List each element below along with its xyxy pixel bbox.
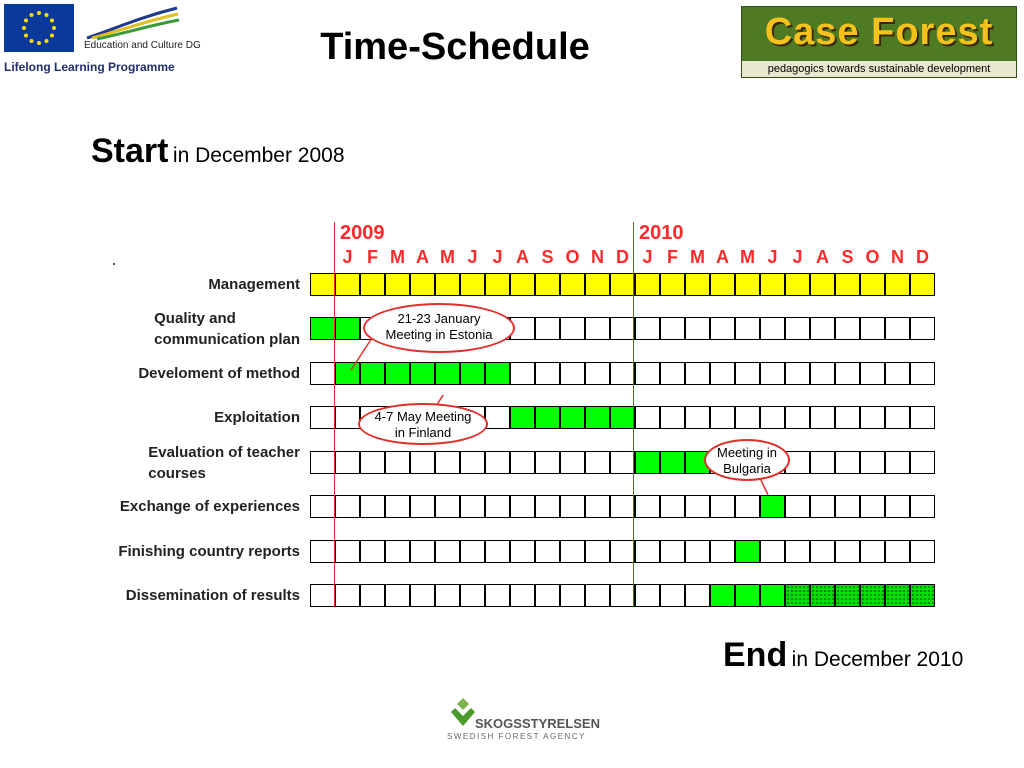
note-estonia [363,311,515,343]
note-finland-line1: 4-7 May Meeting [374,409,472,424]
month-label: M [740,247,755,267]
year-label-2009: 2009 [340,222,385,244]
month-label: J [767,247,778,267]
month-label: J [467,247,478,267]
note-bulgaria-line1: Meeting in [717,445,777,460]
row-label-line: Exchange of experiences [119,498,300,515]
start-text: in December 2008 [172,144,345,167]
case-forest-logo-name: Case Forest [764,11,994,53]
month-label: J [342,247,353,267]
month-label: M [390,247,405,267]
row-label-line: Quality and [154,309,236,327]
row-label-line: courses [148,464,206,482]
swedish-forest-agency-text: SWEDISH FOREST AGENCY [447,732,586,741]
month-label: A [816,247,829,267]
month-label: O [865,247,880,267]
month-label: J [792,247,803,267]
row-label-line: communication plan [154,330,300,348]
end-text: in December 2010 [791,648,964,671]
skogsstyrelsen-logo [445,696,600,746]
month-label: F [367,247,378,267]
start-label: Start [91,132,169,170]
month-label: N [891,247,904,267]
month-label: N [591,247,604,267]
month-label: D [616,247,629,267]
month-label: J [492,247,503,267]
skogsstyrelsen-name: SKOGSSTYRELSEN [475,716,600,731]
note-estonia-line1: 21-23 January [397,311,481,326]
month-label: O [565,247,580,267]
year-label-2010: 2010 [639,222,684,244]
forest-agency-leaf-icon [449,696,477,730]
note-bulgaria [704,445,790,477]
row-label-line: Evaluation of teacher [148,443,300,461]
month-label: M [440,247,455,267]
lifelong-learning-programme-text: Lifelong Learning Programme [4,60,175,74]
month-label: D [916,247,929,267]
month-label: A [716,247,729,267]
note-finland-line2: in Finland [394,425,452,440]
row-label-line: Dissemination of results [125,587,300,604]
month-label: A [416,247,429,267]
row-label-line: Management [208,276,300,293]
month-label: A [516,247,529,267]
note-bulgaria-line2: Bulgaria [723,461,771,476]
row-label-line: Develoment of method [138,365,300,382]
page-title: Time-Schedule [320,26,590,68]
row-label-line: Finishing country reports [118,543,300,560]
case-forest-logo-tagline: pedagogics towards sustainable development [742,61,1016,77]
note-estonia-line2: Meeting in Estonia [385,327,493,342]
month-label: S [541,247,554,267]
education-culture-dg-text: Education and Culture DG [84,40,201,51]
month-label: J [642,247,653,267]
end-statement [723,636,963,675]
row-label-line: Exploitation [214,409,300,426]
end-label: End [723,636,788,674]
month-label: S [841,247,854,267]
month-label: F [667,247,678,267]
note-finland [358,409,488,441]
month-label: M [690,247,705,267]
